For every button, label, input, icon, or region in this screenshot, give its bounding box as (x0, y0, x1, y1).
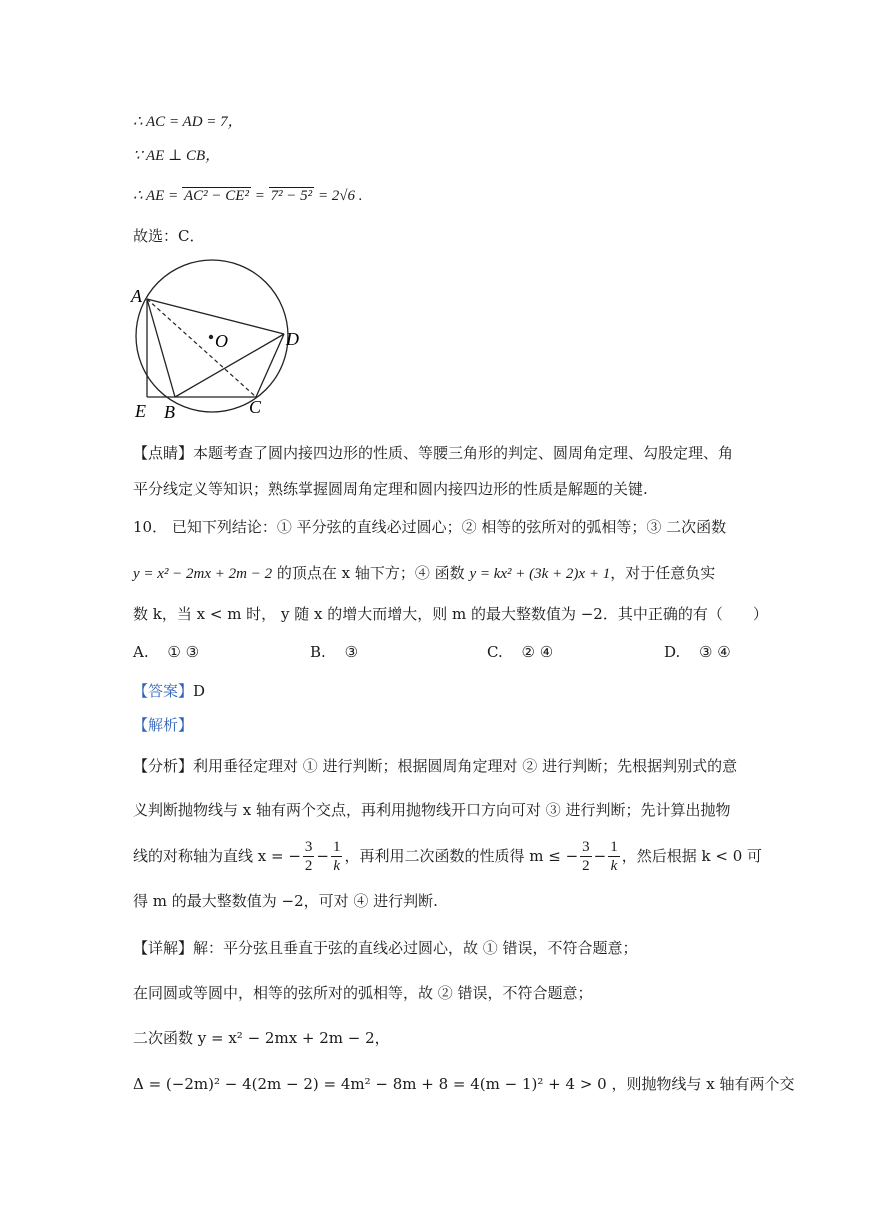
line-ae-value (133, 186, 363, 206)
function-expr: y = kx² + (3k + 2)x + 1 (469, 566, 611, 582)
ae-equals: = (254, 188, 269, 204)
question-10-line-3: 数 k，当 x < m 时， y 随 x 的增大而增大，则 m 的最大整数值为 −2．其中正确的有（ ） (133, 605, 768, 623)
option-c-label: C. (487, 643, 503, 661)
analysis-line-3 (133, 832, 762, 880)
line-ae-perp: ∵ AE ⊥ CB， (133, 148, 221, 164)
q10-text-b: 的顶点在 x 轴下方；④ 函数 (272, 564, 470, 582)
option-a-text: ① ③ (167, 643, 200, 661)
analysis-3c: ，然后根据 k < 0 可 (621, 847, 763, 865)
answer-line (133, 681, 205, 701)
comment-line-1: 【点睛】本题考查了圆内接四边形的性质、等腰三角形的判定、圆周角定理、勾股定理、角 (133, 444, 734, 462)
ae-prefix: ∴ AE = (133, 188, 179, 204)
option-b-label: B. (310, 643, 326, 661)
sqrt-7-5: 7² − 5² (270, 188, 313, 204)
comment-line-2: 平分线定义等知识；熟练掌握圆周角定理和圆内接四边形的性质是解题的关键. (133, 480, 648, 498)
label-e: E (135, 401, 146, 421)
option-c (487, 642, 553, 662)
option-a (133, 642, 199, 662)
analysis-line-4: 得 m 的最大整数值为 −2，可对 ④ 进行判断. (133, 892, 438, 910)
label-o: O (215, 331, 228, 351)
option-b-text: ③ (344, 643, 359, 661)
label-b: B (164, 402, 175, 422)
geometry-figure (125, 256, 325, 426)
option-c-text: ② ④ (521, 643, 554, 661)
ae-result: = 2√6 . (317, 188, 363, 204)
analysis-3b: ，再利用二次函数的性质得 m ≤ − (344, 847, 579, 865)
answer-value: D (193, 682, 206, 700)
question-10-line-2 (133, 563, 715, 584)
detail-line-3: 二次函数 y = x² − 2mx + 2m − 2， (133, 1029, 390, 1047)
fraction-1-k-b: $\frac{1}{k}$ (610, 838, 618, 874)
sqrt-ac-ce: AC² − CE² (183, 188, 249, 204)
question-10-line-1: 10． 已知下列结论：① 平分弦的直线必过圆心；② 相等的弦所对的弧相等；③ 二次函数 (133, 518, 727, 536)
detail-line-1: 【详解】解：平分弦且垂直于弦的直线必过圆心，故 ① 错误，不符合题意； (133, 939, 638, 957)
analysis-line-2: 义判断抛物线与 x 轴有两个交点，再利用抛物线开口方向可对 ③ 进行判断；先计算出抛物 (133, 801, 731, 819)
minus-sign-2: − (593, 847, 607, 865)
analysis-line-1: 【分析】利用垂径定理对 ① 进行判断；根据圆周角定理对 ② 进行判断；先根据判别式的意 (133, 757, 738, 775)
fraction-1-k: $\frac{1}{k}$ (332, 838, 341, 874)
label-d: D (286, 329, 299, 349)
quadratic-expr: y = x² − 2mx + 2m − 2 (133, 566, 273, 582)
label-c: C (249, 397, 262, 417)
segment-cd (256, 334, 284, 397)
center-dot (209, 335, 213, 339)
option-d-text: ③ ④ (699, 643, 731, 661)
line-ac-ad: ∴ AC = AD = 7， (133, 114, 243, 130)
option-a-label: A. (133, 643, 149, 661)
q10-text-d: ，对于任意负实 (610, 564, 716, 582)
choice-line: 故选：C． (133, 227, 205, 245)
fraction-3-2: $\frac{3}{2}$ (304, 838, 313, 874)
answer-label: 【答案】 (133, 682, 194, 700)
option-d (664, 642, 731, 662)
label-a: A (131, 286, 142, 306)
option-b (310, 642, 358, 662)
minus-sign-1: − (316, 847, 329, 865)
analysis-3a: 线的对称轴为直线 x = − (133, 847, 301, 865)
segment-ad (147, 299, 284, 334)
fraction-3-2-b: $\frac{3}{2}$ (582, 838, 590, 874)
detail-line-4: Δ = (−2m)² − 4(2m − 2) = 4m² − 8m + 8 = 4(m − 1)² + 4 > 0 ，则抛物线与 x 轴有两个交 (133, 1075, 795, 1093)
detail-line-2: 在同圆或等圆中，相等的弦所对的弧相等，故 ② 错误，不符合题意； (133, 984, 593, 1002)
analysis-label: 【解析】 (133, 716, 194, 734)
option-d-label: D. (664, 643, 681, 661)
